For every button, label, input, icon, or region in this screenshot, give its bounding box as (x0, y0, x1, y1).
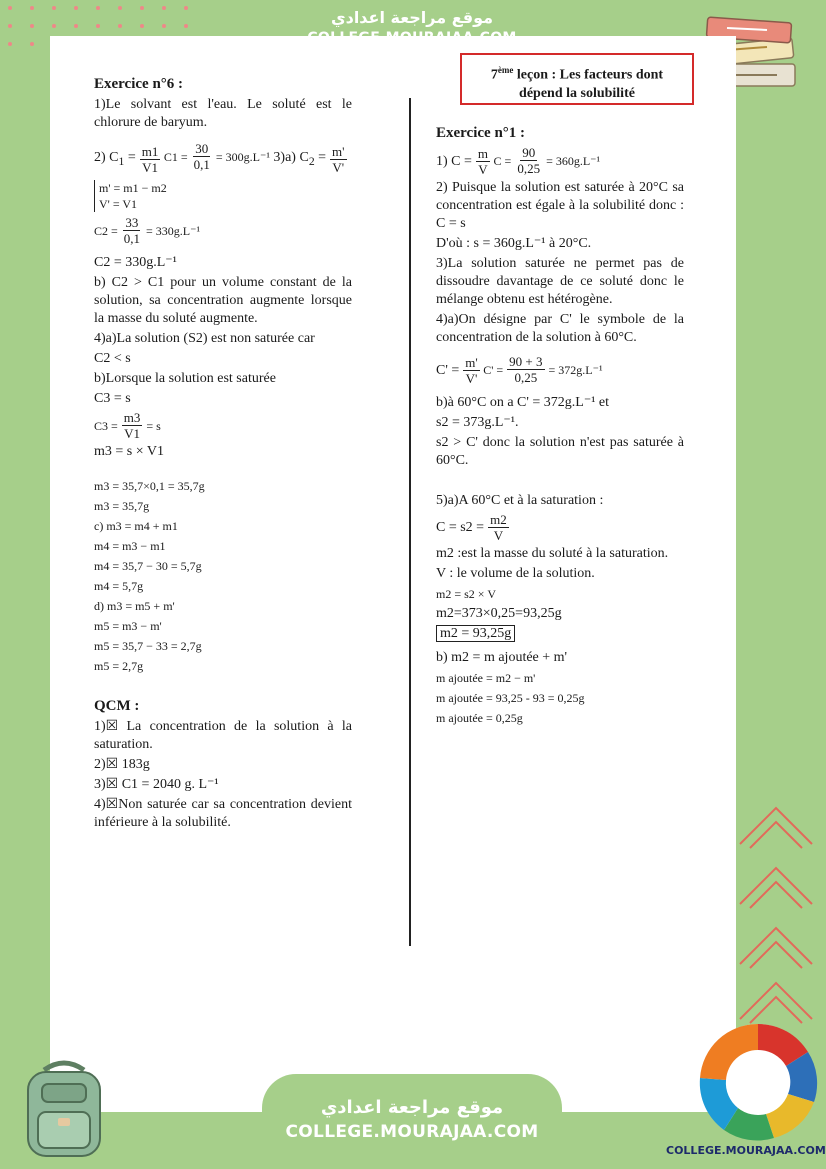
answer-5b: b) m2 = m ajoutée + m' (436, 650, 568, 665)
chevron-up-icon (736, 860, 816, 910)
formula-m2: m2 = s2 × V (436, 587, 496, 601)
calc-block: m3 = 35,7×0,1 = 35,7g m3 = 35,7g c) m3 = m4 + m1 m4 = m3 − m1 m4 = 35,7 − 30 = 5,7g m4 = 5,7g d) m3 = m5 + m' m5 = m3 − m' m5 = 35,7 − 33 = 2,7g m5 = 2,7g (94, 479, 205, 673)
dot (184, 6, 188, 10)
chevron-up-icon (736, 975, 816, 1025)
answer-4a: 4)a)La solution (S2) est non saturée car (94, 331, 315, 346)
dot (74, 6, 78, 10)
answer-4a-ineq: C2 < s (94, 351, 131, 366)
backpack-icon (14, 1056, 114, 1162)
c3-equals-s: C3 = s (94, 391, 131, 406)
site-banner-bottom[interactable] (262, 1074, 562, 1169)
calc-c2: C2 = $\frac{33}{0,1}$ = 330g.L⁻¹ (94, 215, 201, 246)
answer-3: 3)La solution saturée ne permet pas de dissoudre davantage de ce soluté donc le mélange obtenu est hétérogène. (436, 256, 684, 307)
dot (118, 24, 122, 28)
lesson-title-box: 7ème leçon : Les facteurs dont dépend la solubilité (460, 53, 694, 105)
formula-c-sat: C = s2 = $\frac{m2}{V}$ (436, 512, 507, 543)
chevron-up-icon (736, 800, 816, 850)
left-column (94, 75, 352, 834)
answer-5a: 5)a)A 60°C et à la saturation : (436, 493, 604, 508)
subjects-wheel-logo (694, 1022, 822, 1144)
calc-c: C = $\frac{90}{0,25}$ = 360g.L⁻¹ (493, 145, 601, 176)
formula-c1: 2) $C_1$ = $\frac{m1}{V1}$ (94, 144, 159, 175)
qcm-answer-2: 2)☒ 183g (94, 757, 150, 772)
dot (30, 42, 34, 46)
formula-m-added: m ajoutée = m2 − m' (436, 671, 536, 685)
calc-c-prime: C' = $\frac{90 + 3}{0,25}$ = 372g.L⁻¹ (483, 354, 603, 385)
qcm-answer-1: 1)☒ La concentration de la solution à la saturation. (94, 719, 352, 752)
formula-c3: C3 = $\frac{m3}{V1}$ = s (94, 410, 161, 441)
answer-2-result: D'où : s = 360g.L⁻¹ à 20°C. (436, 236, 592, 251)
answer-4a: 4)a)On désigne par C' le symbole de la concentration de la solution à 60°C. (436, 312, 684, 345)
calc-m-added: m ajoutée = 93,25 - 93 = 0,25g (436, 691, 585, 705)
dot (96, 24, 100, 28)
column-divider (409, 98, 411, 946)
dot (140, 24, 144, 28)
v-description: V : le volume de la solution. (436, 566, 595, 581)
exercise-6-title: Exercice n°6 : (94, 76, 184, 92)
result-m-added: m ajoutée = 0,25g (436, 711, 523, 725)
dot (30, 6, 34, 10)
qcm-answer-4: 4)☒Non saturée car sa concentration devient inférieure à la solubilité. (94, 797, 352, 830)
qcm-answer-3: 3)☒ C1 = 2040 g. L⁻¹ (94, 777, 219, 792)
chevron-up-icon (736, 920, 816, 970)
dot (52, 24, 56, 28)
dot (162, 24, 166, 28)
qcm-title: QCM : (94, 698, 140, 714)
exercise-1-title: Exercice n°1 : (436, 125, 526, 141)
answer-2: 2) Puisque la solution est saturée à 20°C sa concentration est égale à la solubilité donc : C = s (436, 180, 684, 231)
answer-4b-conclusion: s2 > C' donc la solution n'est pas saturée à 60°C. (436, 435, 684, 468)
dot (74, 24, 78, 28)
dot (118, 6, 122, 10)
dot (184, 24, 188, 28)
answer-3b: b) C2 > C1 pour un volume constant de la solution, sa concentration augmente lorsque la masse du soluté augmente. (94, 275, 352, 326)
answer-1: 1)Le solvant est l'eau. Le soluté est le chlorure de baryum. (94, 97, 352, 130)
dot (52, 6, 56, 10)
dot (30, 24, 34, 28)
right-column (436, 124, 684, 729)
m2-description: m2 :est la masse du soluté à la saturation. (436, 546, 669, 561)
site-url[interactable]: COLLEGE.MOURAJAA.COM (285, 1122, 539, 1142)
formula-c2: 3)a) $C_2$ = $\frac{m'}{V'}$ (273, 144, 345, 175)
equation-system: m' = m1 − m2 V' = V1 (94, 180, 352, 212)
dot (96, 6, 100, 10)
calc-m2: m2=373×0,25=93,25g (436, 606, 562, 621)
dot (8, 42, 12, 46)
formula-c: 1) C = $\frac{m}{V}$ (436, 146, 489, 177)
dot (8, 6, 12, 10)
badge-site-url[interactable]: COLLEGE.MOURAJAA.COM (666, 1144, 826, 1157)
result-c2: C2 = 330g.L⁻¹ (94, 255, 177, 270)
dot (140, 6, 144, 10)
formula-c-prime: C' = $\frac{m'}{V'}$ (436, 355, 478, 386)
calc-c1: C1 = $\frac{30}{0,1}$ = 300g.L⁻¹ (163, 141, 270, 173)
answer-4b: b)à 60°C on a C' = 372g.L⁻¹ et (436, 395, 610, 410)
solubility-s2: s2 = 373g.L⁻¹. (436, 415, 519, 430)
site-name-arabic: موقع مراجعة اعدادي (320, 1097, 504, 1118)
site-name-arabic: موقع مراجعة اعدادي (330, 8, 494, 27)
formula-m3: m3 = s × V1 (94, 444, 164, 459)
dot (162, 6, 166, 10)
answer-4b: b)Lorsque la solution est saturée (94, 371, 276, 386)
dot (8, 24, 12, 28)
result-m2-boxed: m2 = 93,25g (436, 625, 515, 642)
